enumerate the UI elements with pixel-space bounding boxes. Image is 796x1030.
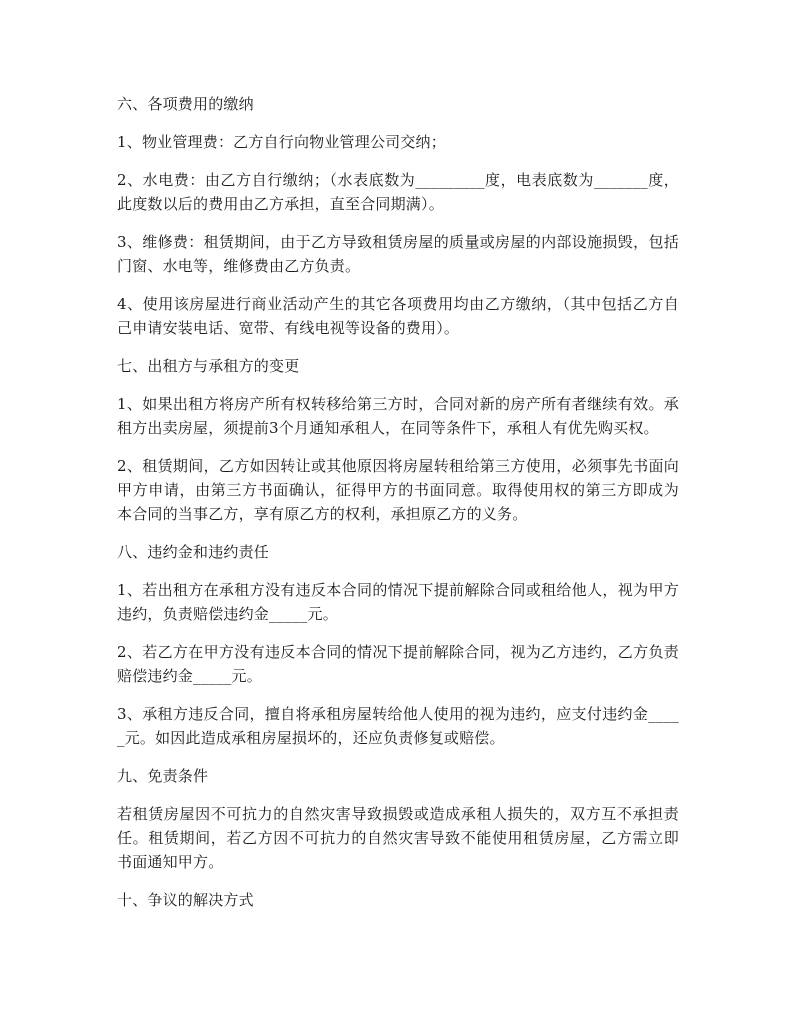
clause-8-3: 3、承租方违反合同，擅自将承租房屋转给他人使用的视为违约，应支付违约金_____元。如因此造成承租房屋损坏的，还应负责修复或赔偿。 <box>117 705 679 747</box>
clause-7-1: 1、如果出租方将房产所有权转移给第三方时，合同对新的房产所有者继续有效。承租方出卖房屋，须提前3个月通知承租人，在同等条件下，承租人有优先购买权。 <box>117 395 679 437</box>
section-heading-9: 九、免责条件 <box>117 767 209 785</box>
section-heading-7: 七、出租方与承租方的变更 <box>117 357 300 375</box>
clause-6-3: 3、维修费：租赁期间，由于乙方导致租赁房屋的质量或房屋的内部设施损毁，包括门窗、水电等，维修费由乙方负责。 <box>117 233 679 275</box>
section-heading-8: 八、违约金和违约责任 <box>117 543 270 561</box>
clause-6-1: 1、物业管理费：乙方自行向物业管理公司交纳； <box>117 133 446 151</box>
clause-8-1: 1、若出租方在承租方没有违反本合同的情况下提前解除合同或租给他人，视为甲方违约，负责赔偿违约金_____元。 <box>117 581 679 623</box>
clause-6-2: 2、水电费：由乙方自行缴纳；（水表底数为_________度，电表底数为_______度，此度数以后的费用由乙方承担，直至合同期满）。 <box>117 171 679 213</box>
clause-6-4: 4、使用该房屋进行商业活动产生的其它各项费用均由乙方缴纳，（其中包括乙方自己申请安装电话、宽带、有线电视等设备的费用）。 <box>117 295 679 337</box>
document-page <box>117 92 679 926</box>
clause-9-body: 若租赁房屋因不可抗力的自然灾害导致损毁或造成承租人损失的，双方互不承担责任。租赁期间，若乙方因不可抗力的自然灾害导致不能使用租赁房屋，乙方需立即书面通知甲方。 <box>117 805 679 871</box>
section-heading-10: 十、争议的解决方式 <box>117 891 254 909</box>
clause-8-2: 2、若乙方在甲方没有违反本合同的情况下提前解除合同，视为乙方违约，乙方负责赔偿违约金_____元。 <box>117 643 679 685</box>
clause-7-2: 2、租赁期间，乙方如因转让或其他原因将房屋转租给第三方使用，必须事先书面向甲方申请，由第三方书面确认，征得甲方的书面同意。取得使用权的第三方即成为本合同的当事乙方，享有原乙方的权利，承担原乙方的义务。 <box>117 457 679 523</box>
section-heading-6: 六、各项费用的缴纳 <box>117 95 254 113</box>
